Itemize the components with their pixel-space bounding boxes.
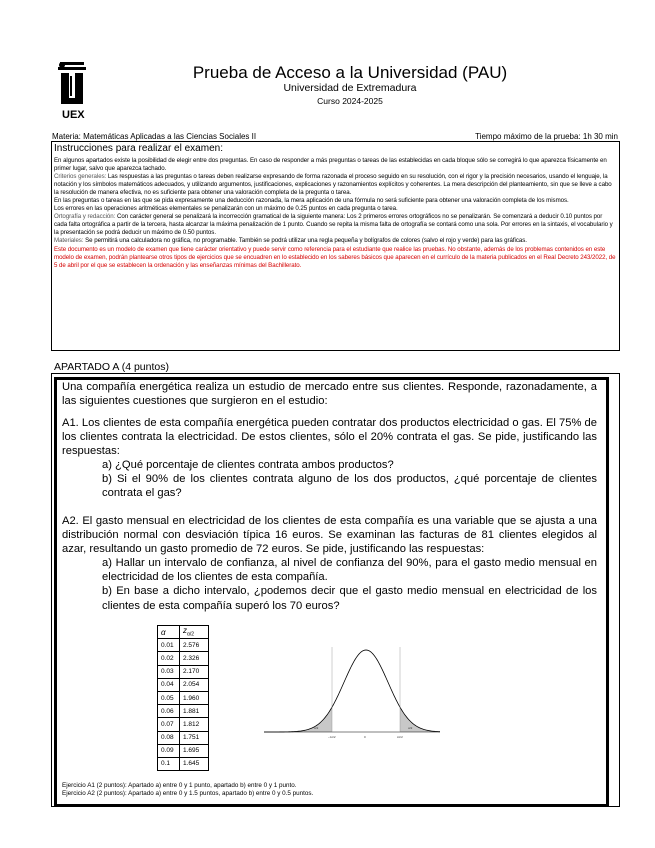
scoring-a2: Ejercicio A2 (2 puntos): Apartado a) entre 0 y 1.5 puntos, apartado b) entre 0 y 0.5 puntos. [62, 790, 314, 797]
z-table-z: 1.695 [180, 744, 209, 757]
z-table-alpha: 0.04 [158, 678, 180, 691]
z-table-row [158, 731, 209, 744]
z-table-row [158, 744, 209, 757]
course-year: Curso 2024-2025 [317, 96, 383, 106]
criterios-label: Criterios generales: [54, 173, 107, 181]
question-a1-text: A1. Los clientes de esta compañía energética pueden contratar dos productos electricidad o gas. El 75% de los clientes contrata la electricidad. De estos clientes, sólo el 20% contrata el gas. Se pide, justificando las respuestas: [62, 417, 597, 458]
normal-curve [264, 650, 440, 732]
ortografia-label: Ortografía y redacción: [54, 213, 116, 221]
instructions-p5: Ortografía y redacción: Con carácter general se penalizará la incorrección gramatical de la siguiente manera: Los 2 primeros errores ortográficos no se penalizarán. Se comenzará a deducir 0.10 puntos por cada falta ortográfica a partir de la tercera, hasta alcanzar la máxima penalización de 1 punto. Cuando se repita la misma falta de ortografía se contará como una sola. Por errores en la sintaxis, el vocabulario y la presentación se podrá deducir un máximo de 0.50 puntos. [54, 213, 613, 237]
z-table-z: 2.054 [180, 678, 209, 691]
z-table-row [158, 705, 209, 718]
section-intro: Una compañía energética realiza un estudio de mercado entre sus clientes. Responde, razonadamente, a las siguientes cuestiones que surgieron en el estudio: [62, 381, 597, 408]
instructions-p6: Materiales: Se permitirá una calculadora no gráfica, no programable. También se podrá utilizar una regla pequeña y bolígrafos de colores (salvo el rojo y verde) para las gráficas. [54, 237, 527, 245]
z-table-header-z: $z_{\alpha/2}$ [180, 626, 209, 639]
z-table-alpha: 0.08 [158, 731, 180, 744]
z-table-row [158, 691, 209, 704]
right-tail-label: α/2 [408, 726, 413, 730]
z-table-row [158, 652, 209, 665]
zero-label: 0 [364, 735, 366, 739]
z-table-alpha: 0.1 [158, 757, 180, 770]
subject-label: Materia: Matemáticas Aplicadas a las Ciencias Sociales II [52, 132, 257, 141]
z-table-alpha: 0.06 [158, 705, 180, 718]
pos-z-label: zα/2 [397, 735, 403, 739]
z-table-alpha: 0.01 [158, 639, 180, 652]
instructions-body [54, 157, 616, 270]
uex-logo [57, 60, 87, 122]
z-table-alpha: 0.03 [158, 665, 180, 678]
z-table-z: 1.881 [180, 705, 209, 718]
materiales-label: Materiales: [54, 237, 84, 245]
z-table-row [158, 757, 209, 770]
scoring-a1: Ejercicio A1 (2 puntos): Apartado a) entre 0 y 1 punto, apartado b) entre 0 y 1 punto. [62, 782, 297, 789]
neg-z-label: −zα/2 [328, 735, 336, 739]
z-table-alpha: 0.09 [158, 744, 180, 757]
model-exam-note: Este documento es un modelo de examen que tiene carácter orientativo y puede servir como referencia para el estudiante que realice las pruebas. No obstante, además de los problemas contenidos en este modelo de examen, podrán plantearse otros tipos de ejercicios que se encuadren en lo establecido en los saberes básicos que aparecen en el currículo de la materia publicados en el Real Decreto 243/2022, de 5 de abril por el que se establecen la ordenación y las enseñanzas mínimas del Bachillerato. [54, 245, 616, 269]
instructions-p4: Los errores en las operaciones aritméticas elementales se penalizarán con un máximo de 0.25 puntos en cada pregunta o tarea. [54, 205, 398, 213]
instructions-p3: En las preguntas o tareas en las que se pida expresamente una deducción razonada, la mera aplicación de una fórmula no será suficiente para obtener una valoración completa de los mismos. [54, 197, 569, 205]
instructions-p2: Criterios generales: Las respuestas a las preguntas o tareas deben realizarse expresando de forma razonada el proceso seguido en su resolución, con el rigor y la precisión necesarios, usando el lenguaje, la notación y los símbolos matemáticos adecuados, y utilizando argumentos, justificaciones, explicaciones y razonamientos explícitos y coherentes. La mera descripción del planteamiento, sin que se lleve a cabo la resolución de manera efectiva, no es suficiente para obtener una valoración completa de la pregunta o tarea. [54, 173, 612, 197]
z-table-z: 1.960 [180, 691, 209, 704]
z-table-z: 1.645 [180, 757, 209, 770]
question-a2-a: a) Hallar un intervalo de confianza, al nivel de confianza del 90%, para el gasto medio mensual en electricidad de los clientes de esta compañía. [102, 557, 597, 584]
question-a1 [62, 416, 597, 501]
question-a2-text: A2. El gasto mensual en electricidad de los clientes de esta compañía es una variable que se ajusta a una distribución normal con desviación típica 16 euros. Se examinan las facturas de 81 clientes elegidos al azar, resultando un gasto promedio de 72 euros. Se pide, justificando las respuestas: [62, 515, 597, 556]
page-title: Prueba de Acceso a la Universidad (PAU) [192, 63, 508, 82]
question-a2-b: b) En base a dicho intervalo, ¿podemos decir que el gasto medio mensual en electricidad de los clientes de esta compañía superó los 70 euros? [102, 585, 597, 612]
z-table-alpha: 0.07 [158, 718, 180, 731]
svg-text:UEX: UEX [62, 109, 85, 121]
instructions-p1: En algunos apartados existe la posibilidad de elegir entre dos preguntas. En caso de responder a más preguntas o tareas de las establecidas en cada bloque sólo se corregirá lo que aparezca físicamente en primer lugar, salvo que aparezca tachado. [54, 157, 607, 173]
left-tail-label: α/2 [314, 726, 319, 730]
z-table-header-alpha: α [158, 626, 180, 639]
instructions-heading: Instrucciones para realizar el examen: [54, 143, 223, 154]
z-table-row [158, 718, 209, 731]
z-table-row [158, 639, 209, 652]
z-table-z: 2.170 [180, 665, 209, 678]
normal-distribution-figure [262, 637, 442, 753]
z-table-z: 2.576 [180, 639, 209, 652]
question-a1-a: a) ¿Qué porcentaje de clientes contrata ambos productos? [102, 459, 394, 472]
left-tail-area [264, 707, 332, 732]
z-table-z: 2.326 [180, 652, 209, 665]
z-table [157, 625, 209, 771]
time-label: Tiempo máximo de la prueba: 1h 30 min [475, 132, 618, 141]
meta-line [52, 132, 618, 141]
z-table-row [158, 665, 209, 678]
section-title: APARTADO A (4 puntos) [54, 361, 169, 373]
z-table-z: 1.812 [180, 718, 209, 731]
z-table-z: 1.751 [180, 731, 209, 744]
z-table-alpha: 0.02 [158, 652, 180, 665]
question-a2 [62, 514, 597, 613]
university-name: Universidad de Extremadura [283, 82, 417, 94]
z-table-header [158, 626, 209, 639]
z-table-row [158, 678, 209, 691]
z-table-alpha: 0.05 [158, 691, 180, 704]
question-a1-b: b) Si el 90% de los clientes contrata alguno de los dos productos, ¿qué porcentaje de clientes contrata el gas? [102, 473, 597, 500]
